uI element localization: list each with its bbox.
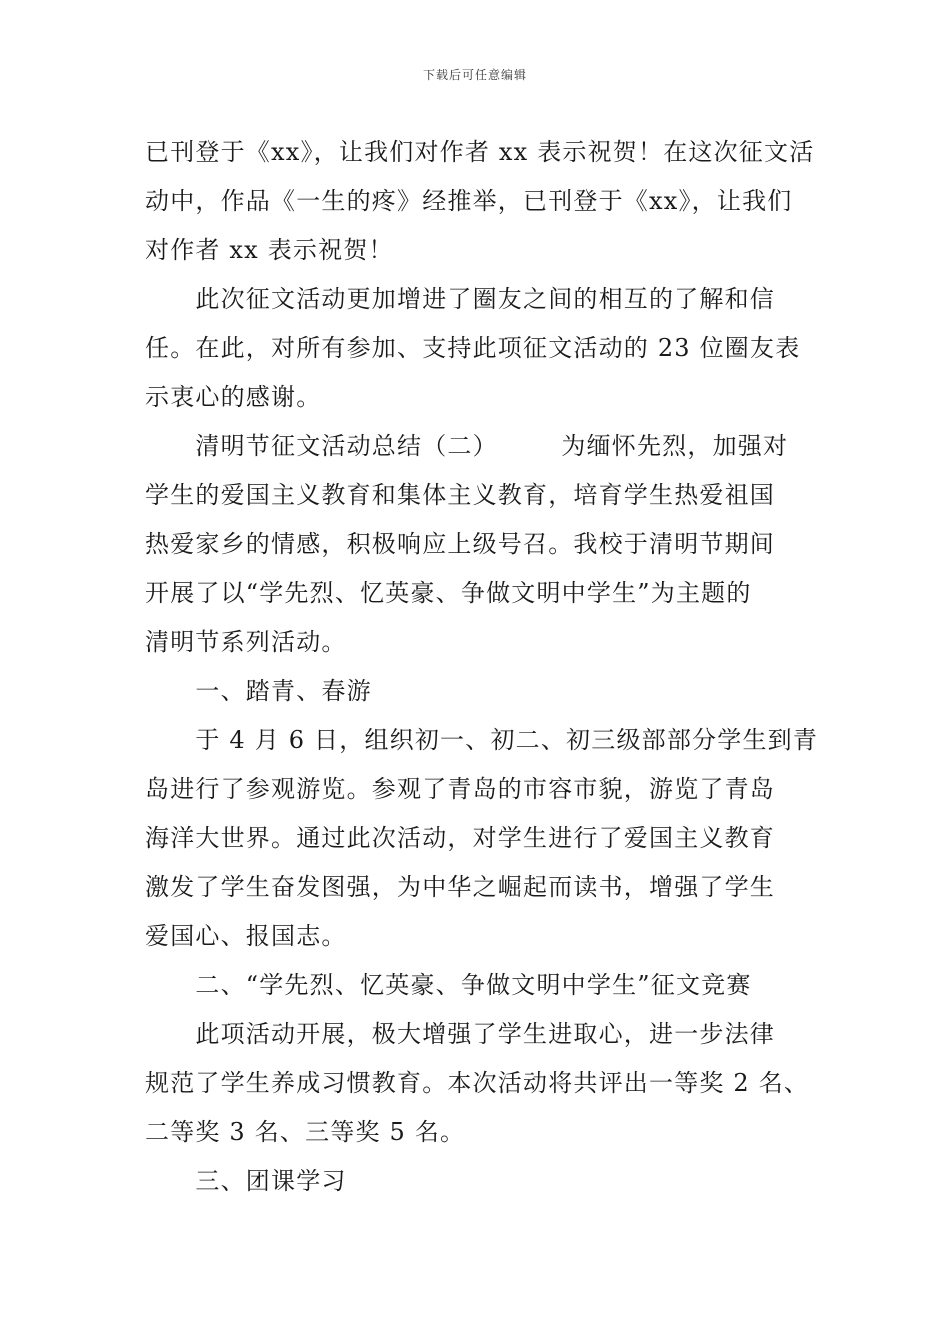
paragraph-5 <box>145 1010 809 1157</box>
text-line: 清明节系列活动。 <box>145 628 347 656</box>
text-line: 于 4 月 6 日，组织初一、初二、初三级部部分学生到青 <box>145 726 819 754</box>
text-line: 一、踏青、春游 <box>145 677 372 705</box>
paragraph-3 <box>145 422 809 667</box>
paragraph-2 <box>145 275 809 422</box>
document-body <box>145 128 819 1206</box>
text-line: 对作者 xx 表示祝贺！ <box>145 236 394 264</box>
section-heading-3 <box>145 1157 809 1206</box>
text-line: 学生的爱国主义教育和集体主义教育，培育学生热爱祖国 <box>145 481 775 509</box>
text-line: 海洋大世界。通过此次活动，对学生进行了爱国主义教育 <box>145 824 775 852</box>
text-line: 已刊登于《xx》，让我们对作者 xx 表示祝贺！在这次征文活 <box>145 138 815 166</box>
text-line: 此项活动开展，极大增强了学生进取心，进一步法律 <box>145 1020 775 1048</box>
text-line: 岛进行了参观游览。参观了青岛的市容市貌，游览了青岛 <box>145 775 775 803</box>
paragraph-4 <box>145 716 819 961</box>
section-heading-1 <box>145 667 809 716</box>
text-line: 二等奖 3 名、三等奖 5 名。 <box>145 1118 466 1146</box>
text-line: 规范了学生养成习惯教育。本次活动将共评出一等奖 2 名、 <box>145 1069 810 1097</box>
text-line: 爱国心、报国志。 <box>145 922 347 950</box>
text-line: 开展了以“学先烈、忆英豪、争做文明中学生”为主题的 <box>145 579 752 607</box>
page-header: 下载后可任意编辑 <box>422 68 527 82</box>
text-line: 二、“学先烈、忆英豪、争做文明中学生”征文竞赛 <box>145 971 752 999</box>
text-line: 热爱家乡的情感，积极响应上级号召。我校于清明节期间 <box>145 530 775 558</box>
section-heading-2 <box>145 961 809 1010</box>
paragraph-1 <box>145 128 815 275</box>
text-line: 示衷心的感谢。 <box>145 383 322 411</box>
text-line: 动中，作品《一生的疼》经推举，已刊登于《xx》，让我们 <box>145 187 793 215</box>
text-line: 任。在此，对所有参加、支持此项征文活动的 23 位圈友表 <box>145 334 801 362</box>
text-line: 激发了学生奋发图强，为中华之崛起而读书，增强了学生 <box>145 873 775 901</box>
text-line: 清明节征文活动总结（二） 为缅怀先烈，加强对 <box>145 432 789 460</box>
text-line: 此次征文活动更加增进了圈友之间的相互的了解和信 <box>145 285 775 313</box>
text-line: 三、团课学习 <box>145 1167 347 1195</box>
